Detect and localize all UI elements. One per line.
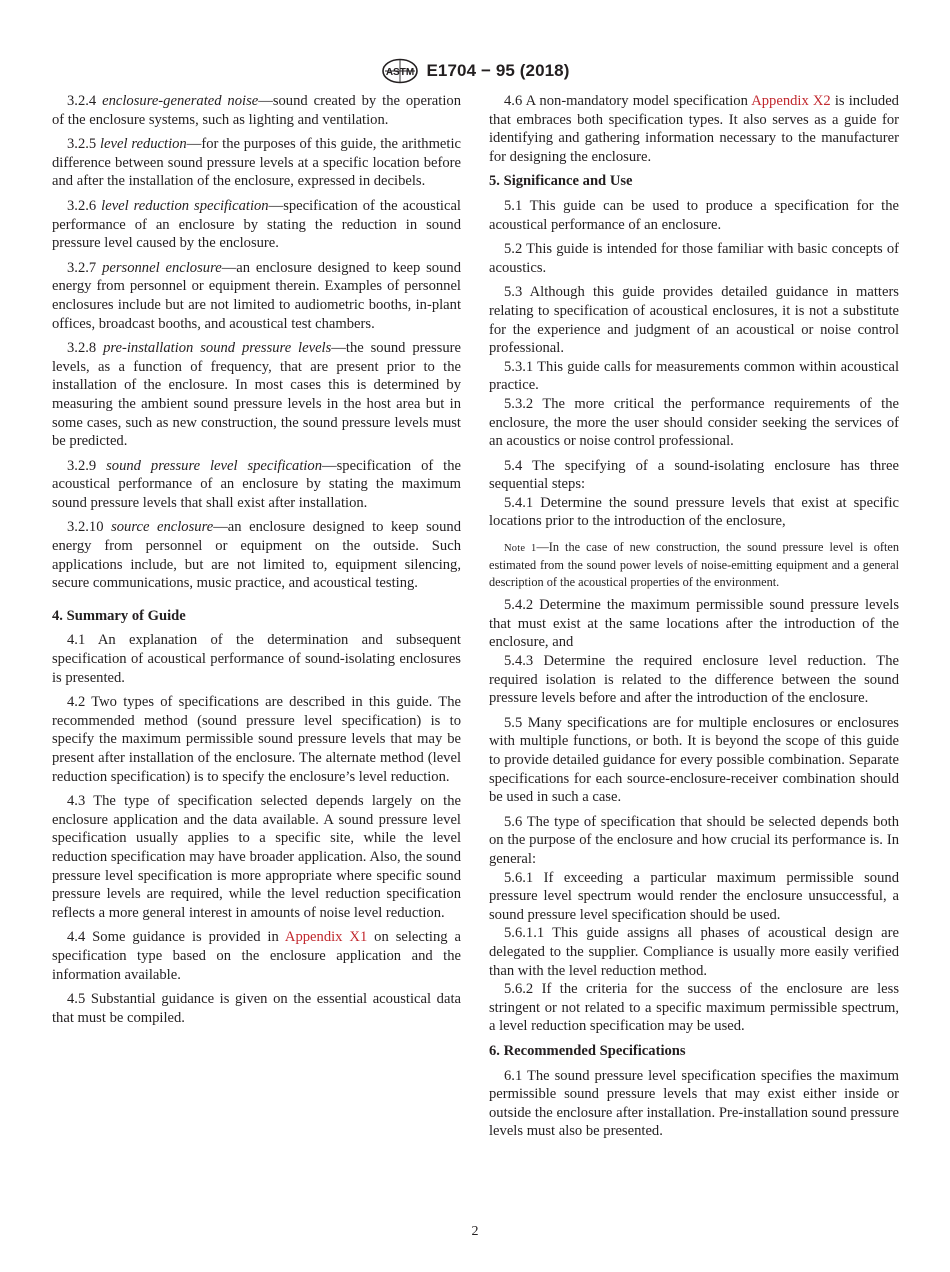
definition: —sound created by the operation of the enclosure systems, such as lighting and ventilation.: [52, 93, 461, 128]
paragraph-5-1: 5.1 This guide can be used to produce a specification for the acoustical performance of an enclosure.: [489, 197, 899, 233]
term: level reduction: [100, 136, 187, 153]
section-5-heading: 5. Significance and Use: [489, 173, 633, 190]
section-4-heading: 4. Summary of Guide: [52, 607, 186, 624]
paragraph-3-2-10: [52, 518, 461, 592]
paragraph-4-4: [52, 928, 461, 984]
text: is included that embraces both specification types. It also serves as a guide for identifying and gathering information necessary to the manufacturer for designing the enclosure.: [489, 93, 899, 165]
document-designation: E1704 − 95 (2018): [426, 61, 570, 80]
paragraph-3-2-8: [52, 339, 461, 451]
paragraph-5-4-3: 5.4.3 Determine the required enclosure level reduction. The required isolation is related to the difference between the sound pressure levels before and after the introduction of the enclosure.: [489, 653, 899, 707]
paragraph-5-6-1-1: 5.6.1.1 This guide assigns all phases of acoustical design are delegated to the supplier. Compliance is usually more easily verified than with the level reduction method.: [489, 925, 899, 979]
section-number: 3.2.5: [67, 136, 97, 153]
paragraph-5-6-2: 5.6.2 If the criteria for the success of the enclosure are less stringent or not related to a specific maximum permissible spectrum, a level reduction specification may be used.: [489, 981, 899, 1035]
definition: —specification of the acoustical performance of an enclosure by stating the reduction in sound pressure level caused by the enclosure.: [52, 197, 461, 252]
definition: —an enclosure designed to keep sound energy from personnel or equipment therein. Examples of personnel enclosures include but are not limited to audiometric booths, in-plant offices, broadcast booths, and acoustical test chambers.: [52, 259, 461, 332]
paragraph-5-4: 5.4 The specifying of a sound-isolating enclosure has three sequential steps:: [489, 457, 899, 493]
definition: —specification of the acoustical performance of an enclosure by stating the maximum sound pressure levels that shall exist after installation.: [52, 457, 462, 511]
section-number: 3.2.7: [67, 259, 97, 276]
paragraph-4-5: 4.5 Substantial guidance is given on the essential acoustical data that must be compiled.: [52, 991, 461, 1026]
term: pre-installation sound pressure levels: [103, 340, 332, 357]
note-1: [489, 539, 899, 590]
term: sound pressure level specification: [106, 457, 323, 474]
section-number: 3.2.8: [67, 340, 97, 357]
appendix-x2-link[interactable]: Appendix X2: [751, 93, 831, 109]
section-number: 3.2.4: [67, 93, 97, 109]
page-number: 2: [471, 1224, 479, 1239]
paragraph-3-2-9: [52, 457, 461, 513]
paragraph-5-3: 5.3 Although this guide provides detailed guidance in matters relating to specification of acoustical enclosures, it is not a substitute for the experience and judgment of an acoustical or noise control professional.: [489, 284, 899, 357]
appendix-x1-link[interactable]: Appendix X1: [284, 929, 368, 946]
left-column: [52, 92, 461, 1033]
paragraph-4-6: [489, 92, 899, 166]
text: 4.4 Some guidance is provided in: [67, 929, 285, 946]
page-header: [0, 56, 950, 86]
text: 4.6 A non-mandatory model specification: [504, 93, 752, 109]
term: personnel enclosure: [102, 259, 222, 276]
paragraph-3-2-4: [52, 92, 461, 129]
paragraph-5-3-1: 5.3.1 This guide calls for measurements common within acoustical practice.: [489, 358, 899, 394]
definition: —the sound pressure levels, as a function of frequency, that are present prior to the installation of the enclosure. In most cases this is determined by measuring the ambient sound pressure levels in the host area but in some cases, such as new construction, the sound pressure levels must be predicted.: [52, 340, 461, 450]
astm-logo-icon: [380, 58, 420, 84]
definition: —for the purposes of this guide, the arithmetic difference between sound pressure levels at a specific location before and after the installation of the enclosure, expressed in decibels.: [52, 136, 461, 190]
paragraph-4-1: 4.1 An explanation of the determination and subsequent specification of acoustical performance of sound-isolating enclosures is presented.: [52, 632, 461, 686]
paragraph-3-2-7: [52, 259, 461, 333]
paragraph-5-6: 5.6 The type of specification that should be selected depends both on the purpose of the enclosure and how crucial its performance is. In general:: [489, 813, 899, 867]
definition: —an enclosure designed to keep sound energy from personnel or equipment on the outside. Such applications include, but are not limited to, equipment silencing, secure communications, music practice, and acoustical testing.: [52, 519, 461, 592]
term: enclosure-generated noise: [102, 93, 259, 109]
note-text: —In the case of new construction, the sound pressure level is often estimated from the sound power levels of noise-emitting equipment and a general description of the acoustical properties of the environment.: [489, 540, 899, 589]
section-6-heading: 6. Recommended Specifications: [489, 1042, 686, 1059]
paragraph-5-6-1: 5.6.1 If exceeding a particular maximum permissible sound pressure level spectrum would render the enclosure unsuccessful, a sound pressure level specification should be used.: [489, 869, 899, 923]
paragraph-5-2: 5.2 This guide is intended for those familiar with basic concepts of acoustics.: [489, 241, 899, 276]
section-number: 3.2.9: [67, 457, 97, 474]
paragraph-3-2-6: [52, 197, 461, 253]
text: on selecting a specification type based on the enclosure application and the information available.: [52, 929, 461, 983]
paragraph-3-2-5: [52, 135, 461, 191]
paragraph-5-4-2: 5.4.2 Determine the maximum permissible sound pressure levels that must exist at the same locations after the introduction of the enclosure, and: [489, 597, 899, 651]
paragraph-5-4-1: 5.4.1 Determine the sound pressure levels that exist at specific locations prior to the introduction of the enclosure,: [489, 494, 899, 530]
term: source enclosure: [111, 519, 214, 536]
section-number: 3.2.6: [67, 197, 97, 214]
section-number: 3.2.10: [67, 519, 104, 536]
paragraph-4-3: 4.3 The type of specification selected depends largely on the enclosure application and the data available. A sound pressure level specification usually applies to a specific site, while the level reduction specification may have broader application. Also, the sound pressure level specification is more appropriate where specific sound pressure levels are required, while the level reduction specification reflects a more general interest in amounts of noise level reduction.: [52, 793, 461, 921]
paragraph-5-3-2: 5.3.2 The more critical the performance requirements of the enclosure, the more the user should consider seeking the services of an acoustics or noise control professional.: [489, 395, 899, 450]
paragraph-6-1: 6.1 The sound pressure level specification specifies the maximum permissible sound pressure levels that may exist either inside or outside the enclosure after installation. Pre-installation sound pressure levels must also be presented.: [489, 1067, 899, 1140]
right-column: [489, 92, 899, 1147]
paragraph-5-5: 5.5 Many specifications are for multiple enclosures or enclosures with multiple functions, or both. It is beyond the scope of this guide to provide detailed guidance for every possible combination. Separate specifications for each source-enclosure-receiver combination should be used in such a case.: [489, 714, 899, 806]
logo-text: ASTM: [386, 67, 415, 78]
paragraph-4-2: 4.2 Two types of specifications are described in this guide. The recommended method (sound pressure level specification) is to specify the maximum permissible sound pressure levels that may be present after installation of the enclosure. The alternate method (level reduction specification) is to specify the enclosure’s level reduction.: [52, 694, 461, 785]
term: level reduction specification: [101, 197, 269, 214]
note-label: Note 1: [504, 543, 537, 555]
